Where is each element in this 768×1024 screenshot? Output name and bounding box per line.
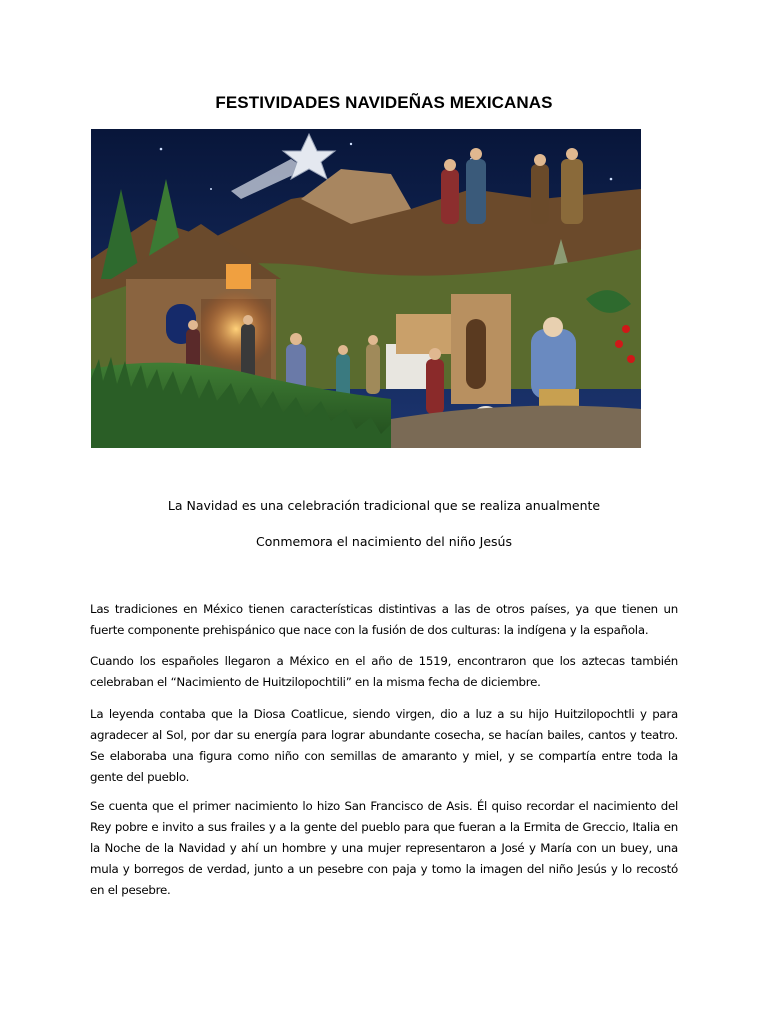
page-title: FESTIVIDADES NAVIDEÑAS MEXICANAS: [215, 93, 553, 112]
paragraph-2: [90, 651, 678, 693]
paragraph-1: [90, 599, 678, 641]
paragraph-3: [90, 704, 678, 788]
paragraph-3-text: La leyenda contaba que la Diosa Coatlicue, siendo virgen, dio a luz a su hijo Huitzilopochtli y para agradecer al Sol, por dar su energía para lograr abundante cosecha, se hacían bailes, cantos y teatro. Se elaboraba una figura como niño con semillas de amaranto y miel, y se compartía entre toda la gente del pueblo.: [90, 707, 678, 784]
subtitle-line-2: Conmemora el nacimiento del niño Jesús: [256, 534, 512, 549]
paragraph-4: [90, 796, 678, 901]
paragraph-2-text: Cuando los españoles llegaron a México en el año de 1519, encontraron que los aztecas también celebraban el “Nacimiento de Huitzilopochtili” en la misma fecha de diciembre.: [90, 654, 678, 689]
nativity-scene-photo: [91, 129, 641, 448]
paragraph-4-text: Se cuenta que el primer nacimiento lo hizo San Francisco de Asis. Él quiso recordar el nacimiento del Rey pobre e invito a sus frailes y a la gente del pueblo para que fueran a la Ermita de Greccio, Italia en la Noche de la Navidad y ahí un hombre y una mujer representaron a José y María con un buey, una mula y borregos de verdad, junto a un pesebre con paja y tomo la imagen del niño Jesús y lo recostó en el pesebre.: [90, 799, 678, 897]
subtitle-line-1: La Navidad es una celebración tradicional que se realiza anualmente: [167, 498, 601, 513]
paragraph-1-text: Las tradiciones en México tienen características distintivas a las de otros países, ya que tienen un fuerte componente prehispánico que nace con la fusión de dos culturas: la indígena y la española.: [90, 602, 678, 637]
